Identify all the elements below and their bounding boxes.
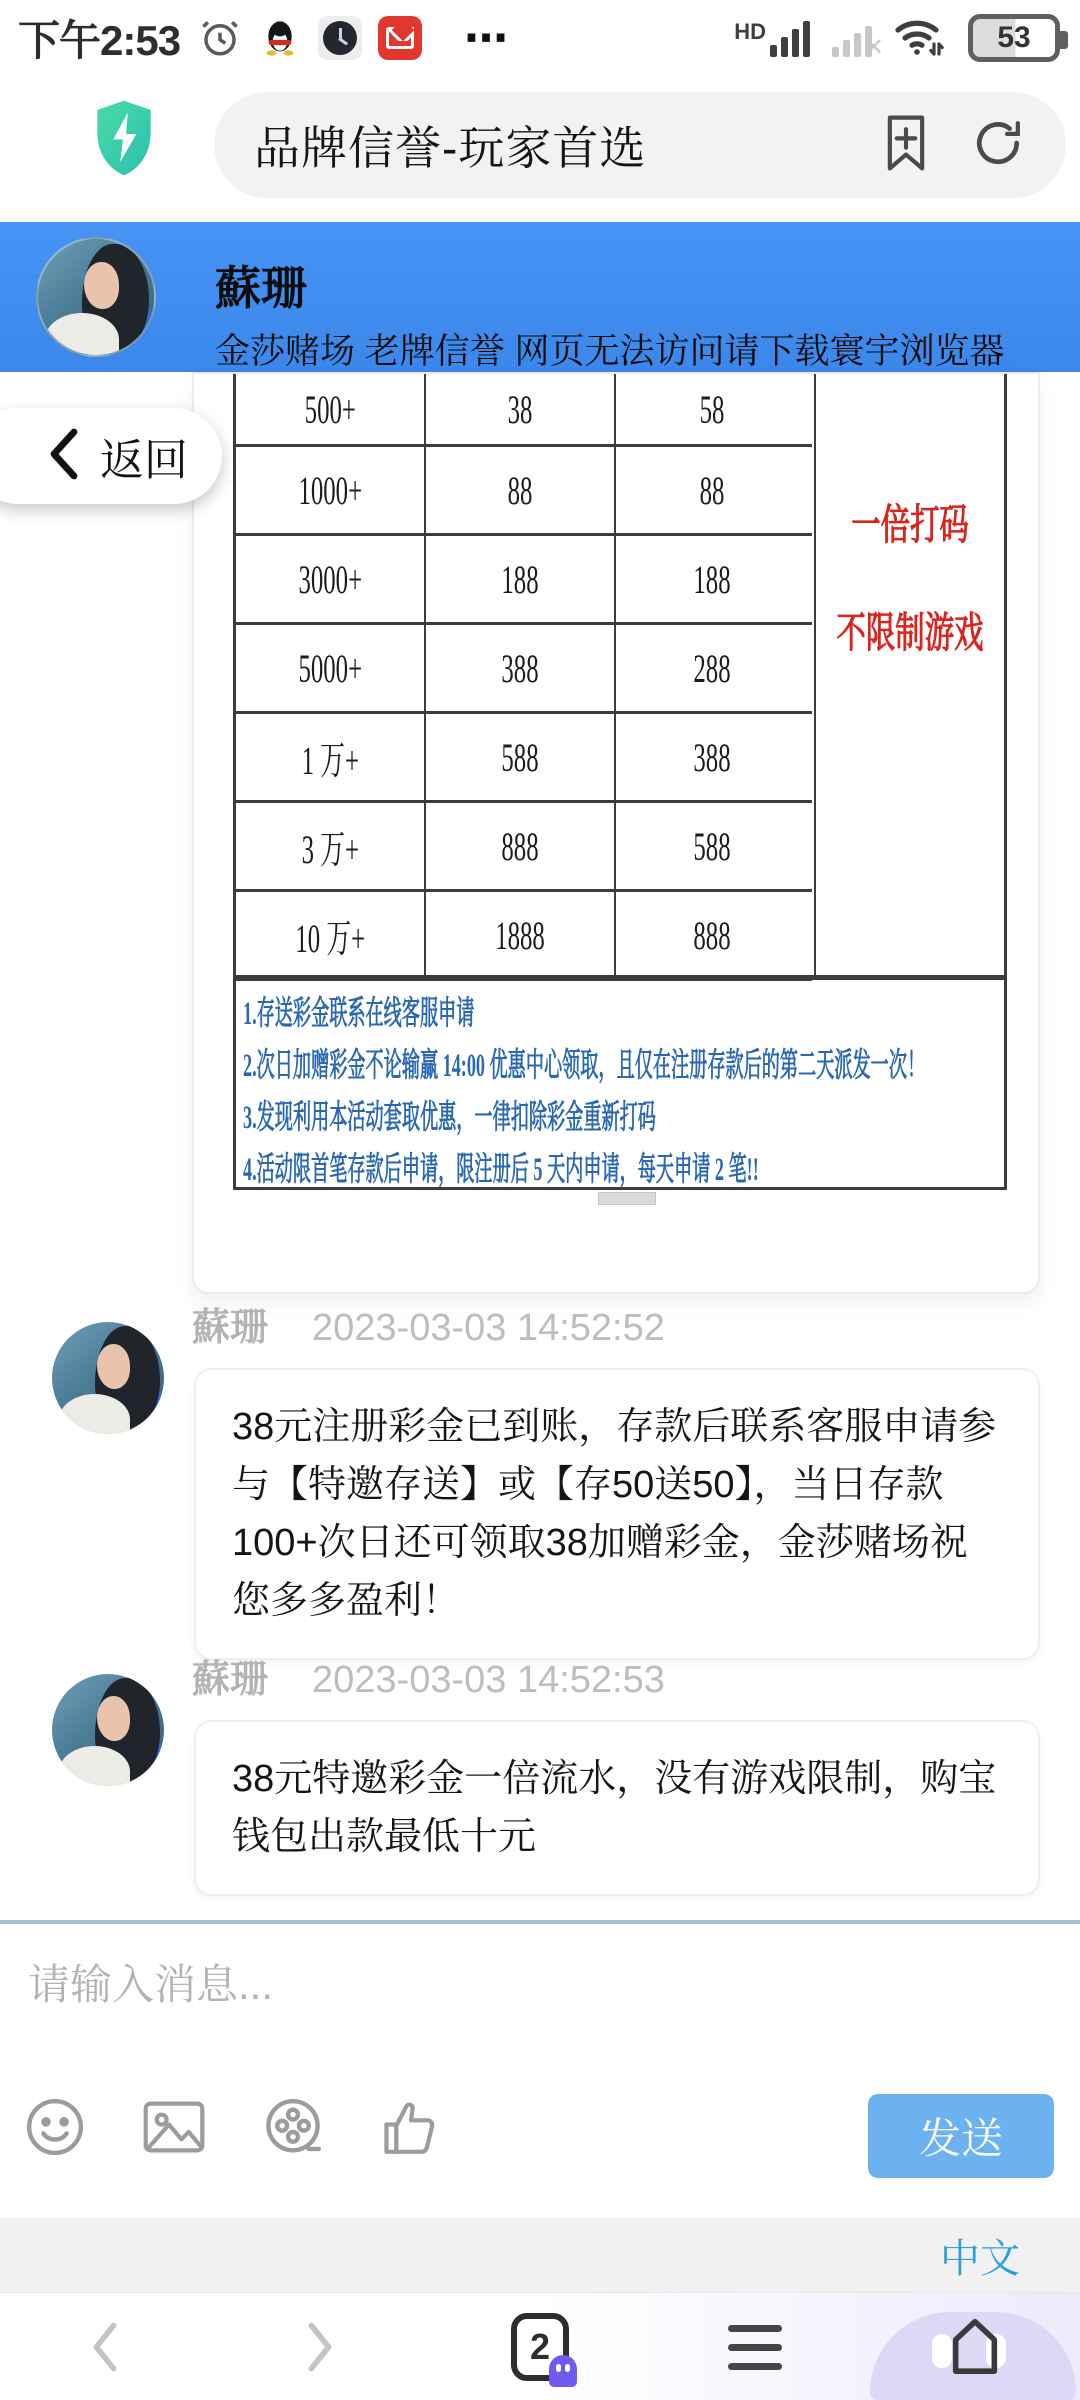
mail-app-icon xyxy=(378,16,422,60)
promo-rule: 1.存送彩金联系在线客服申请 xyxy=(243,996,475,1032)
browser-address-bar xyxy=(0,70,1080,222)
message-sender: 蘇珊 xyxy=(192,1659,269,1701)
promo-rule: 2.次日加赠彩金不论输赢 14:00 优惠中心领取，且仅在注册存款后的第二天派发一次！ xyxy=(243,1048,926,1084)
agent-avatar xyxy=(36,237,156,357)
message-input[interactable] xyxy=(28,1952,1048,2082)
bonus-table xyxy=(233,374,1007,978)
promo-rules xyxy=(233,978,1007,1190)
agent-tagline: 金莎赌场 老牌信誉 网页无法访问请下载寰宇浏览器 xyxy=(215,332,1005,371)
wifi-icon xyxy=(894,14,946,63)
thumbs-up-icon[interactable] xyxy=(380,2096,440,2163)
signal-secondary-icon: ✕ xyxy=(832,19,872,57)
tab-count: 2 xyxy=(529,2326,551,2367)
composer-toolbar xyxy=(24,2096,440,2163)
chat-message xyxy=(0,1296,1080,1660)
image-icon[interactable] xyxy=(142,2098,206,2161)
shield-icon xyxy=(92,96,156,180)
language-toggle[interactable]: 中文 xyxy=(940,2236,1020,2281)
table-side-note: 一倍打码 不限制游戏 xyxy=(814,374,1004,975)
back-chevron-icon xyxy=(44,428,84,485)
image-artifact xyxy=(598,1192,656,1205)
url-pill[interactable] xyxy=(214,92,1066,198)
table-row: 500+ 38 58 xyxy=(236,374,812,447)
page-title: 品牌信誉-玩家首选 xyxy=(254,122,647,174)
table-row: 5000+ 388 288 xyxy=(236,625,812,714)
refresh-icon[interactable] xyxy=(970,115,1026,176)
chat-page xyxy=(0,372,1080,1920)
table-row: 10 万+ 1888 888 xyxy=(236,892,812,981)
battery-icon: 53 xyxy=(968,14,1060,62)
send-button[interactable]: 发送 xyxy=(868,2094,1054,2178)
film-icon[interactable] xyxy=(262,2096,324,2163)
menu-icon[interactable] xyxy=(710,2293,800,2400)
notification-icons xyxy=(198,13,510,64)
message-sender: 蘇珊 xyxy=(192,1307,269,1349)
agent-banner xyxy=(0,222,1080,372)
promo-card xyxy=(192,372,1040,1294)
clock-app-icon xyxy=(318,16,362,60)
alarm-icon xyxy=(198,16,242,60)
agent-name: 蘇珊 xyxy=(215,262,307,314)
more-notifications-icon: ⋯ xyxy=(464,13,511,63)
status-bar xyxy=(0,0,1080,70)
promo-rule: 3.发现利用本活动套取优惠，一律扣除彩金重新打码 xyxy=(243,1100,656,1136)
browser-navbar xyxy=(0,2292,1080,2400)
message-bubble: 38元注册彩金已到账，存款后联系客服申请参与【特邀存送】或【存50送50】，当日存款100+次日还可领取38加赠彩金，金莎赌场祝您多多盈利！ xyxy=(194,1368,1040,1660)
message-bubble: 38元特邀彩金一倍流水，没有游戏限制，购宝钱包出款最低十元 xyxy=(194,1720,1040,1896)
language-strip xyxy=(0,2218,1080,2292)
message-timestamp: 2023-03-03 14:52:52 xyxy=(312,1307,665,1349)
message-composer xyxy=(0,1924,1080,2218)
table-row: 3000+ 188 188 xyxy=(236,536,812,625)
back-button[interactable] xyxy=(0,408,222,504)
signal-hd-icon: HD xyxy=(734,19,810,57)
home-icon[interactable] xyxy=(925,2293,1025,2400)
promo-rule: 4.活动限首笔存款后申请，限注册后 5 天内申请，每天申请 2 笔!! xyxy=(243,1152,759,1188)
sender-avatar xyxy=(52,1674,164,1786)
message-timestamp: 2023-03-03 14:52:53 xyxy=(312,1659,665,1701)
tabs-icon[interactable] xyxy=(495,2293,585,2400)
back-label: 返回 xyxy=(100,436,188,485)
tab-ghost-badge xyxy=(549,2355,577,2387)
nav-back-icon[interactable] xyxy=(60,2293,150,2400)
table-row: 3 万+ 888 588 xyxy=(236,803,812,892)
table-row: 1000+ 88 88 xyxy=(236,447,812,536)
sender-avatar xyxy=(52,1322,164,1434)
clock-time: 下午2:53 xyxy=(18,17,181,64)
emoji-icon[interactable] xyxy=(24,2096,86,2163)
qq-icon xyxy=(258,16,302,60)
nav-forward-icon[interactable] xyxy=(275,2293,365,2400)
chat-message xyxy=(0,1648,1080,1896)
system-status-icons xyxy=(734,14,1060,63)
table-row: 1 万+ 588 388 xyxy=(236,714,812,803)
bookmark-add-icon[interactable] xyxy=(880,113,932,178)
